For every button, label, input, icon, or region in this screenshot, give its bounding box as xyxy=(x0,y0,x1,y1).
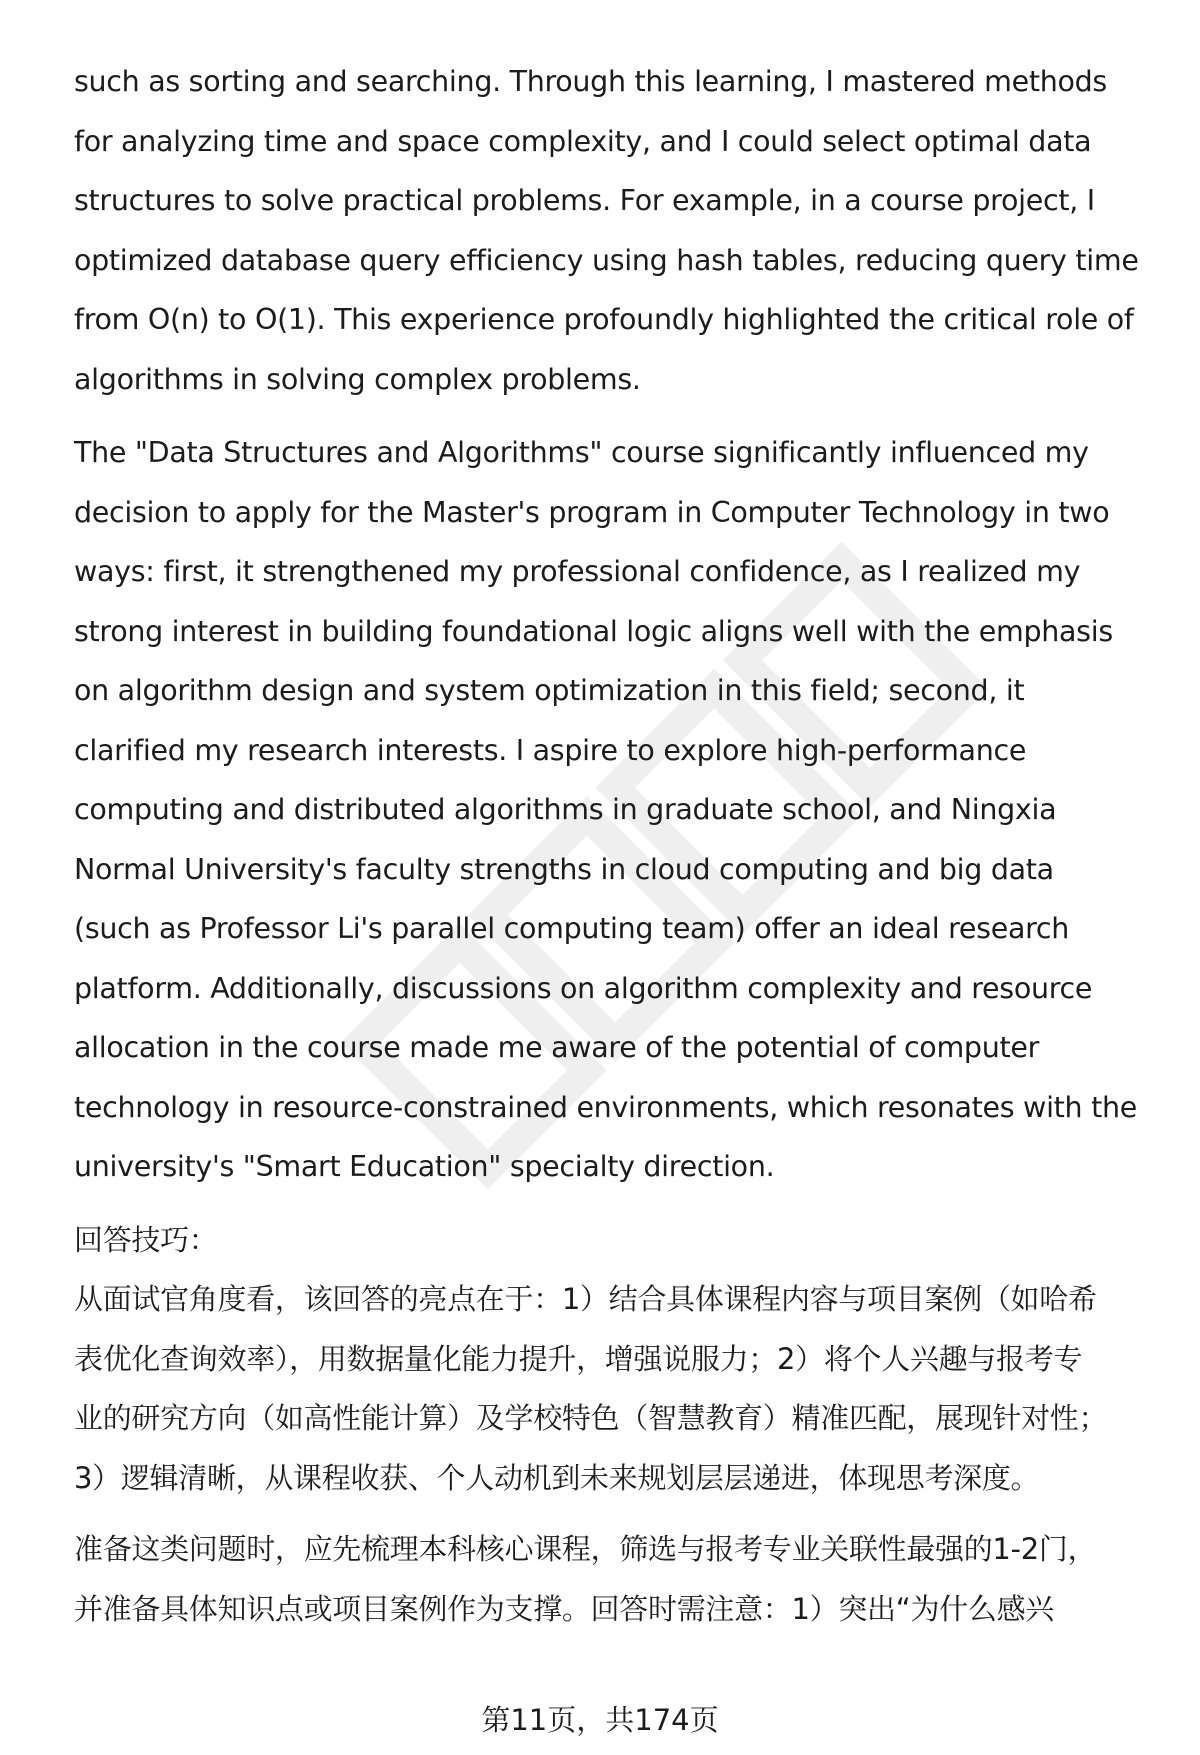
text-line: algorithms in solving complex problems. xyxy=(74,362,641,396)
text-line: for analyzing time and space complexity, and I could select optimal data xyxy=(74,124,1092,158)
text-line: platform. Additionally, discussions on algorithm complexity and resource xyxy=(74,971,1093,1005)
paragraph-course-influence xyxy=(74,423,1174,1197)
text-line: from O(n) to O(1). This experience profoundly highlighted the critical role of xyxy=(74,303,1134,336)
text-line: structures to solve practical problems. For example, in a course project, I xyxy=(74,184,1095,217)
paragraph-answer-tips xyxy=(74,1211,1174,1509)
text-line: 3）逻辑清晰，从课程收获、个人动机到未来规划层层递进，体现思考深度。 xyxy=(74,1460,1040,1495)
tips-heading: 回答技巧： xyxy=(74,1222,218,1257)
text-line: technology in resource-constrained environments, which resonates with the xyxy=(74,1090,1137,1124)
text-line: decision to apply for the Master's program in Computer Technology in two xyxy=(74,495,1110,529)
text-line: such as sorting and searching. Through this learning, I mastered methods xyxy=(74,65,1107,98)
paragraph-preparation xyxy=(74,1520,1174,1639)
text-line: computing and distributed algorithms in graduate school, and Ningxia xyxy=(74,793,1057,826)
text-line: 从面试官角度看，该回答的亮点在于：1）结合具体课程内容与项目案例（如哈希 xyxy=(74,1282,1097,1316)
page-number-footer: 第11页，共174页 xyxy=(481,1703,719,1737)
text-line: optimized database query efficiency using hash tables, reducing query time xyxy=(74,243,1139,277)
text-line: ways: first, it strengthened my professional confidence, as I realized my xyxy=(74,555,1081,588)
text-line: 表优化查询效率），用数据量化能力提升，增强说服力；2）将个人兴趣与报考专 xyxy=(74,1341,1083,1376)
text-line: 准备这类问题时，应先梳理本科核心课程，筛选与报考专业关联性最强的1-2门， xyxy=(74,1532,1097,1566)
text-line: university's "Smart Education" specialty direction. xyxy=(74,1150,775,1183)
text-line: (such as Professor Li's parallel computing team) offer an ideal research xyxy=(74,912,1070,945)
text-line: The "Data Structures and Algorithms" course significantly influenced my xyxy=(74,436,1089,469)
text-line: clarified my research interests. I aspire to explore high-performance xyxy=(74,733,1027,767)
text-line: 并准备具体知识点或项目案例作为支撑。回答时需注意：1）突出“为什么感兴 xyxy=(74,1591,1054,1626)
document-page xyxy=(74,52,1174,1639)
text-line: 业的研究方向（如高性能计算）及学校特色（智慧教育）精准匹配，展现针对性； xyxy=(74,1401,1108,1435)
text-line: on algorithm design and system optimization in this field; second, it xyxy=(74,674,1025,707)
text-line: Normal University's faculty strengths in cloud computing and big data xyxy=(74,852,1054,886)
text-line: allocation in the course made me aware of the potential of computer xyxy=(74,1031,1039,1064)
text-line: strong interest in building foundational logic aligns well with the emphasis xyxy=(74,614,1113,648)
paragraph-course-learning xyxy=(74,52,1174,409)
